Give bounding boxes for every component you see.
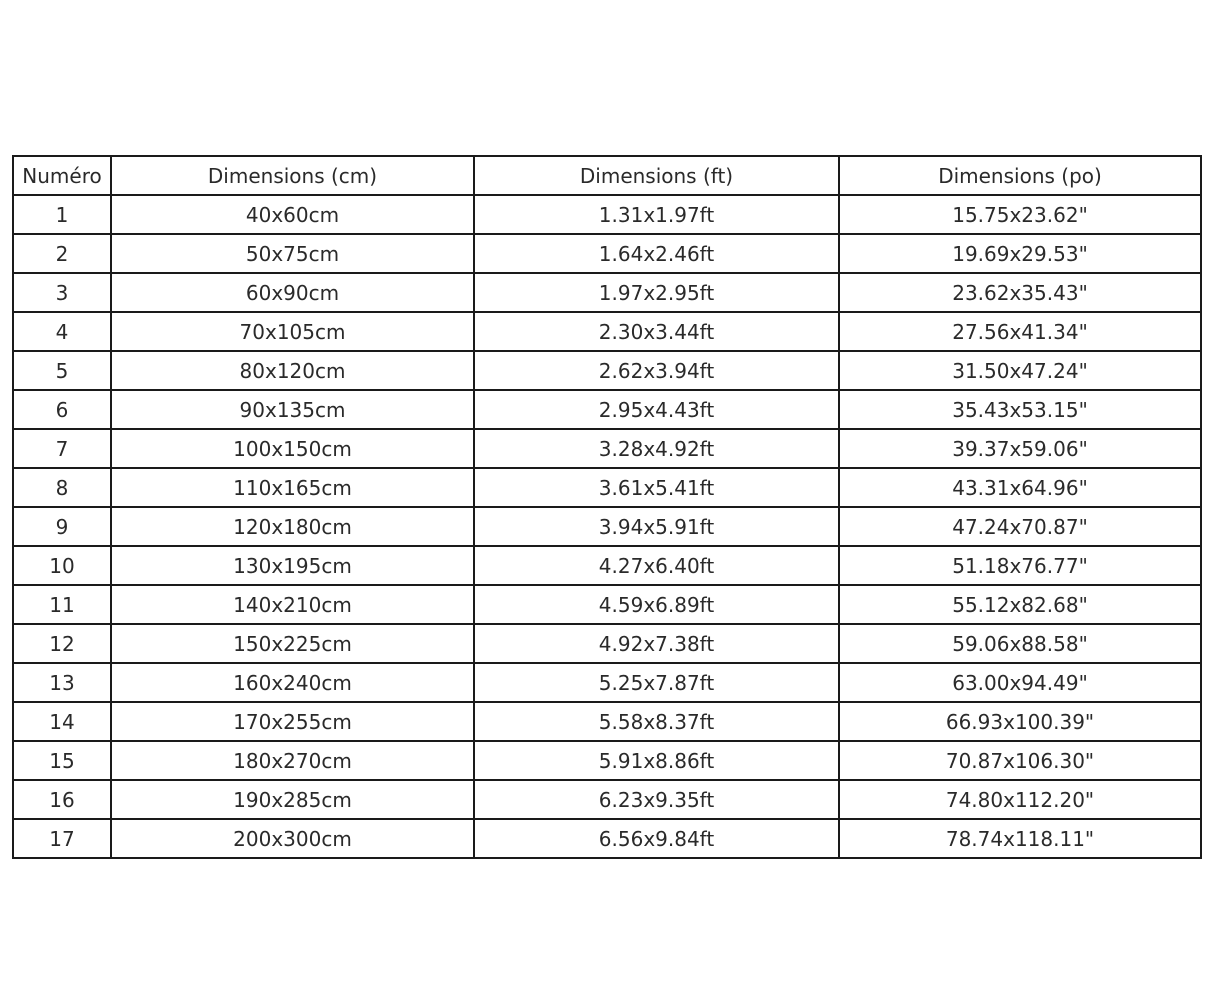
cell-dimensions-cm: 180x270cm	[111, 741, 474, 780]
table-row	[13, 819, 1201, 858]
table-row	[13, 312, 1201, 351]
cell-dimensions-cm: 140x210cm	[111, 585, 474, 624]
table-row	[13, 390, 1201, 429]
cell-dimensions-ft: 6.56x9.84ft	[474, 819, 839, 858]
cell-dimensions-ft: 4.59x6.89ft	[474, 585, 839, 624]
cell-dimensions-cm: 170x255cm	[111, 702, 474, 741]
cell-numero: 8	[13, 468, 111, 507]
cell-numero: 1	[13, 195, 111, 234]
cell-numero: 3	[13, 273, 111, 312]
cell-dimensions-ft: 5.25x7.87ft	[474, 663, 839, 702]
cell-dimensions-ft: 5.58x8.37ft	[474, 702, 839, 741]
table-body	[13, 195, 1201, 858]
cell-dimensions-po: 59.06x88.58"	[839, 624, 1201, 663]
cell-numero: 13	[13, 663, 111, 702]
table-row	[13, 195, 1201, 234]
cell-numero: 4	[13, 312, 111, 351]
cell-numero: 6	[13, 390, 111, 429]
table-row	[13, 351, 1201, 390]
cell-dimensions-po: 47.24x70.87"	[839, 507, 1201, 546]
table-row	[13, 585, 1201, 624]
cell-dimensions-ft: 6.23x9.35ft	[474, 780, 839, 819]
table-row	[13, 702, 1201, 741]
cell-numero: 10	[13, 546, 111, 585]
cell-dimensions-ft: 3.61x5.41ft	[474, 468, 839, 507]
header-cell-dimensions-po: Dimensions (po)	[839, 156, 1201, 195]
cell-dimensions-ft: 3.28x4.92ft	[474, 429, 839, 468]
cell-dimensions-ft: 2.62x3.94ft	[474, 351, 839, 390]
cell-dimensions-cm: 90x135cm	[111, 390, 474, 429]
table-row	[13, 507, 1201, 546]
cell-numero: 17	[13, 819, 111, 858]
table-row	[13, 429, 1201, 468]
cell-dimensions-po: 35.43x53.15"	[839, 390, 1201, 429]
cell-dimensions-po: 39.37x59.06"	[839, 429, 1201, 468]
cell-dimensions-ft: 4.27x6.40ft	[474, 546, 839, 585]
cell-dimensions-ft: 3.94x5.91ft	[474, 507, 839, 546]
cell-dimensions-ft: 1.31x1.97ft	[474, 195, 839, 234]
cell-dimensions-cm: 100x150cm	[111, 429, 474, 468]
cell-dimensions-cm: 70x105cm	[111, 312, 474, 351]
cell-dimensions-po: 66.93x100.39"	[839, 702, 1201, 741]
cell-dimensions-po: 70.87x106.30"	[839, 741, 1201, 780]
cell-dimensions-cm: 200x300cm	[111, 819, 474, 858]
table-header-row	[13, 156, 1201, 195]
cell-dimensions-cm: 110x165cm	[111, 468, 474, 507]
cell-numero: 15	[13, 741, 111, 780]
cell-numero: 11	[13, 585, 111, 624]
cell-dimensions-po: 27.56x41.34"	[839, 312, 1201, 351]
cell-dimensions-cm: 190x285cm	[111, 780, 474, 819]
cell-dimensions-po: 55.12x82.68"	[839, 585, 1201, 624]
cell-numero: 12	[13, 624, 111, 663]
cell-dimensions-ft: 2.30x3.44ft	[474, 312, 839, 351]
header-cell-numero: Numéro	[13, 156, 111, 195]
table-row	[13, 273, 1201, 312]
cell-dimensions-po: 31.50x47.24"	[839, 351, 1201, 390]
cell-numero: 16	[13, 780, 111, 819]
header-cell-dimensions-ft: Dimensions (ft)	[474, 156, 839, 195]
cell-dimensions-cm: 80x120cm	[111, 351, 474, 390]
cell-numero: 14	[13, 702, 111, 741]
table-row	[13, 624, 1201, 663]
size-conversion-table	[12, 155, 1202, 859]
table-row	[13, 234, 1201, 273]
cell-dimensions-cm: 40x60cm	[111, 195, 474, 234]
cell-dimensions-cm: 60x90cm	[111, 273, 474, 312]
cell-dimensions-cm: 150x225cm	[111, 624, 474, 663]
cell-dimensions-cm: 120x180cm	[111, 507, 474, 546]
cell-dimensions-ft: 2.95x4.43ft	[474, 390, 839, 429]
cell-dimensions-po: 43.31x64.96"	[839, 468, 1201, 507]
cell-dimensions-ft: 1.97x2.95ft	[474, 273, 839, 312]
table-row	[13, 546, 1201, 585]
cell-dimensions-po: 51.18x76.77"	[839, 546, 1201, 585]
cell-dimensions-ft: 1.64x2.46ft	[474, 234, 839, 273]
table-row	[13, 468, 1201, 507]
cell-numero: 9	[13, 507, 111, 546]
cell-dimensions-po: 15.75x23.62"	[839, 195, 1201, 234]
cell-numero: 5	[13, 351, 111, 390]
cell-dimensions-po: 74.80x112.20"	[839, 780, 1201, 819]
header-cell-dimensions-cm: Dimensions (cm)	[111, 156, 474, 195]
cell-dimensions-cm: 160x240cm	[111, 663, 474, 702]
cell-numero: 7	[13, 429, 111, 468]
cell-dimensions-po: 23.62x35.43"	[839, 273, 1201, 312]
cell-dimensions-ft: 5.91x8.86ft	[474, 741, 839, 780]
cell-dimensions-po: 63.00x94.49"	[839, 663, 1201, 702]
table-row	[13, 663, 1201, 702]
table-row	[13, 741, 1201, 780]
cell-dimensions-po: 19.69x29.53"	[839, 234, 1201, 273]
cell-dimensions-po: 78.74x118.11"	[839, 819, 1201, 858]
cell-numero: 2	[13, 234, 111, 273]
cell-dimensions-cm: 50x75cm	[111, 234, 474, 273]
cell-dimensions-cm: 130x195cm	[111, 546, 474, 585]
table-row	[13, 780, 1201, 819]
cell-dimensions-ft: 4.92x7.38ft	[474, 624, 839, 663]
